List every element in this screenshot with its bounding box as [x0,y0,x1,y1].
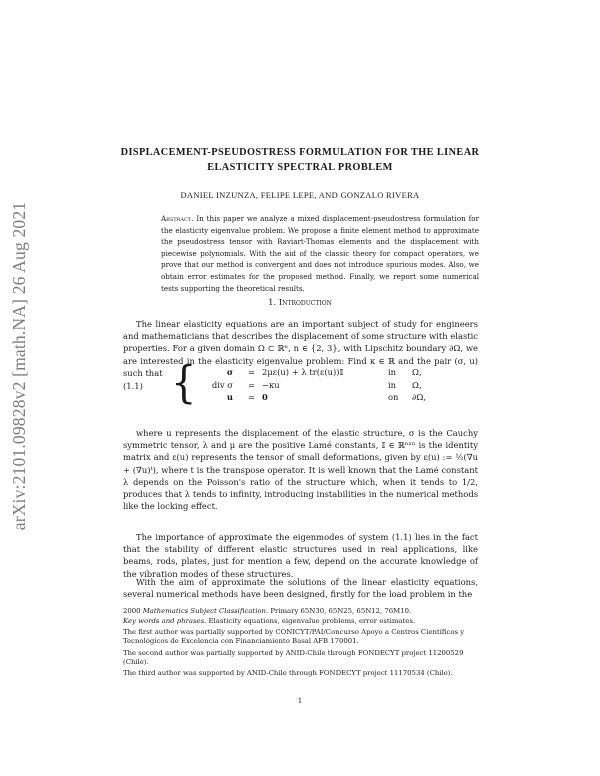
abstract-label: Abstract. [161,214,194,223]
equation-row-1-lhs: σ [226,367,233,377]
abstract-text: In this paper we analyze a mixed displacement-pseudostress formulation for the elasticity eigenvalue problem. We propose a finite element method to approximate the pseudostress tensor with Raviart-Thomas elements and the displacement with piecewise polynomials. With the aid of the classic theory for compact operators, we prove that our method is convergent and does not introduce spurious modes. Also, we obtain error estimates for the proposed method. Finally, we report some numerical tests supporting the theoretical results. [161,214,479,293]
equation-row-2-lhs: div σ [211,380,233,390]
equation-row-2-equals: = [248,380,256,390]
footnote-msc-year: 2000 [123,607,141,615]
equation-row-1-condition: in [388,367,397,377]
equation-row-3-domain: ∂Ω, [412,392,426,402]
footnote-msc-text: Primary 65N30, 65N25, 65N12, 76M10. [270,607,412,615]
equation-row-1-rhs: 2με(u) + λ tr(ε(u))𝕀 [262,367,344,377]
footnote-support-2: The second author was partially supported by ANID-Chile through FONDECYT project 11200529 (Chile). [123,649,464,667]
intro-paragraph-3: The importance of approximate the eigenmodes of system (1.1) lies in the fact that the stability of different elastic structures used in real applications, like beams, rods, plates, just for mention a few, depend on the accurate knowledge of the vibration modes of these structures. [123,532,478,579]
intro-paragraph-1: The linear elasticity equations are an important subject of study for engineers and mathematicians that describes the displacement of some structure with elastic properties. For a given domain Ω ⊂ ℝⁿ, n ∈ {2, 3}, with Lipschitz boundary ∂Ω, we are interested in the elasticity eigenvalue problem: Find κ ∈ ℝ and the pair (σ, u) such that [123,319,478,378]
arxiv-identifier-stamp: arXiv:2101.09828v2 [math.NA] 26 Aug 2021 [9,201,29,531]
equation-row-3-rhs: 0 [262,392,268,402]
intro-paragraph-4: With the aim of approximate the solutions of the linear elasticity equations, several numerical methods have been designed, firstly for the load problem in the [123,577,478,600]
equation-number: (1.1) [123,381,143,391]
equation-row-3-lhs: u [226,392,233,402]
section-title: Introduction [278,298,332,308]
footnote-keywords-text: Elasticity equations, eigenvalue problems, error estimates. [208,617,416,625]
equation-row-2-domain: Ω, [412,380,422,390]
equation-row-1-domain: Ω, [412,367,422,377]
footnote-keywords [123,617,478,626]
page-number: 1 [297,697,303,705]
footnote-support-1: The first author was partially supported by CONICYT/PAI/Concurso Apoyo a Centros Científicos y Tecnológicos de Excelencia con Financiamiento Basal AFB 170001. [123,628,465,646]
equation-row-1-equals: = [248,367,256,377]
footnote-msc [123,607,478,616]
section-heading [100,298,500,308]
equation-row-2-rhs: −κu [262,380,280,390]
paper-authors: DANIEL INZUNZA, FELIPE LEPE, AND GONZALO RIVERA [180,190,420,200]
equation-row-2-condition: in [388,380,397,390]
equation-row-3-equals: = [248,392,256,402]
intro-paragraph-2: where u represents the displacement of the elastic structure, σ is the Cauchy symmetric tensor, λ and μ are the positive Lamé constants, 𝕀 ∈ ℝⁿˣⁿ is the identity matrix and ε(u) represents the tensor of small deformations, given by ε(u) := ½(∇u + (∇u)ᵗ), where t is the transpose operator. It is well known that the Lamé constant λ depends on the Poisson's ratio of the structure which, when it tends to 1/2, produces that λ tends to infinity, introducing instabilities in the numerical methods like the locking effect. [123,428,478,512]
footnote-support-3: The third author was supported by ANID-Chile through FONDECYT project 11170534 (Chile). [123,669,453,677]
abstract [161,213,479,294]
equation-row-3-condition: on [388,392,399,402]
paper-title: DISPLACEMENT-PSEUDOSTRESS FORMULATION FOR THE LINEAR ELASTICITY SPECTRAL PROBLEM [120,147,480,173]
footnote-keywords-label: Key words and phrases. [123,617,207,625]
footnote-msc-label: Mathematics Subject Classification. [142,607,269,615]
equation-brace: { [171,357,197,409]
section-number: 1. [268,298,277,308]
